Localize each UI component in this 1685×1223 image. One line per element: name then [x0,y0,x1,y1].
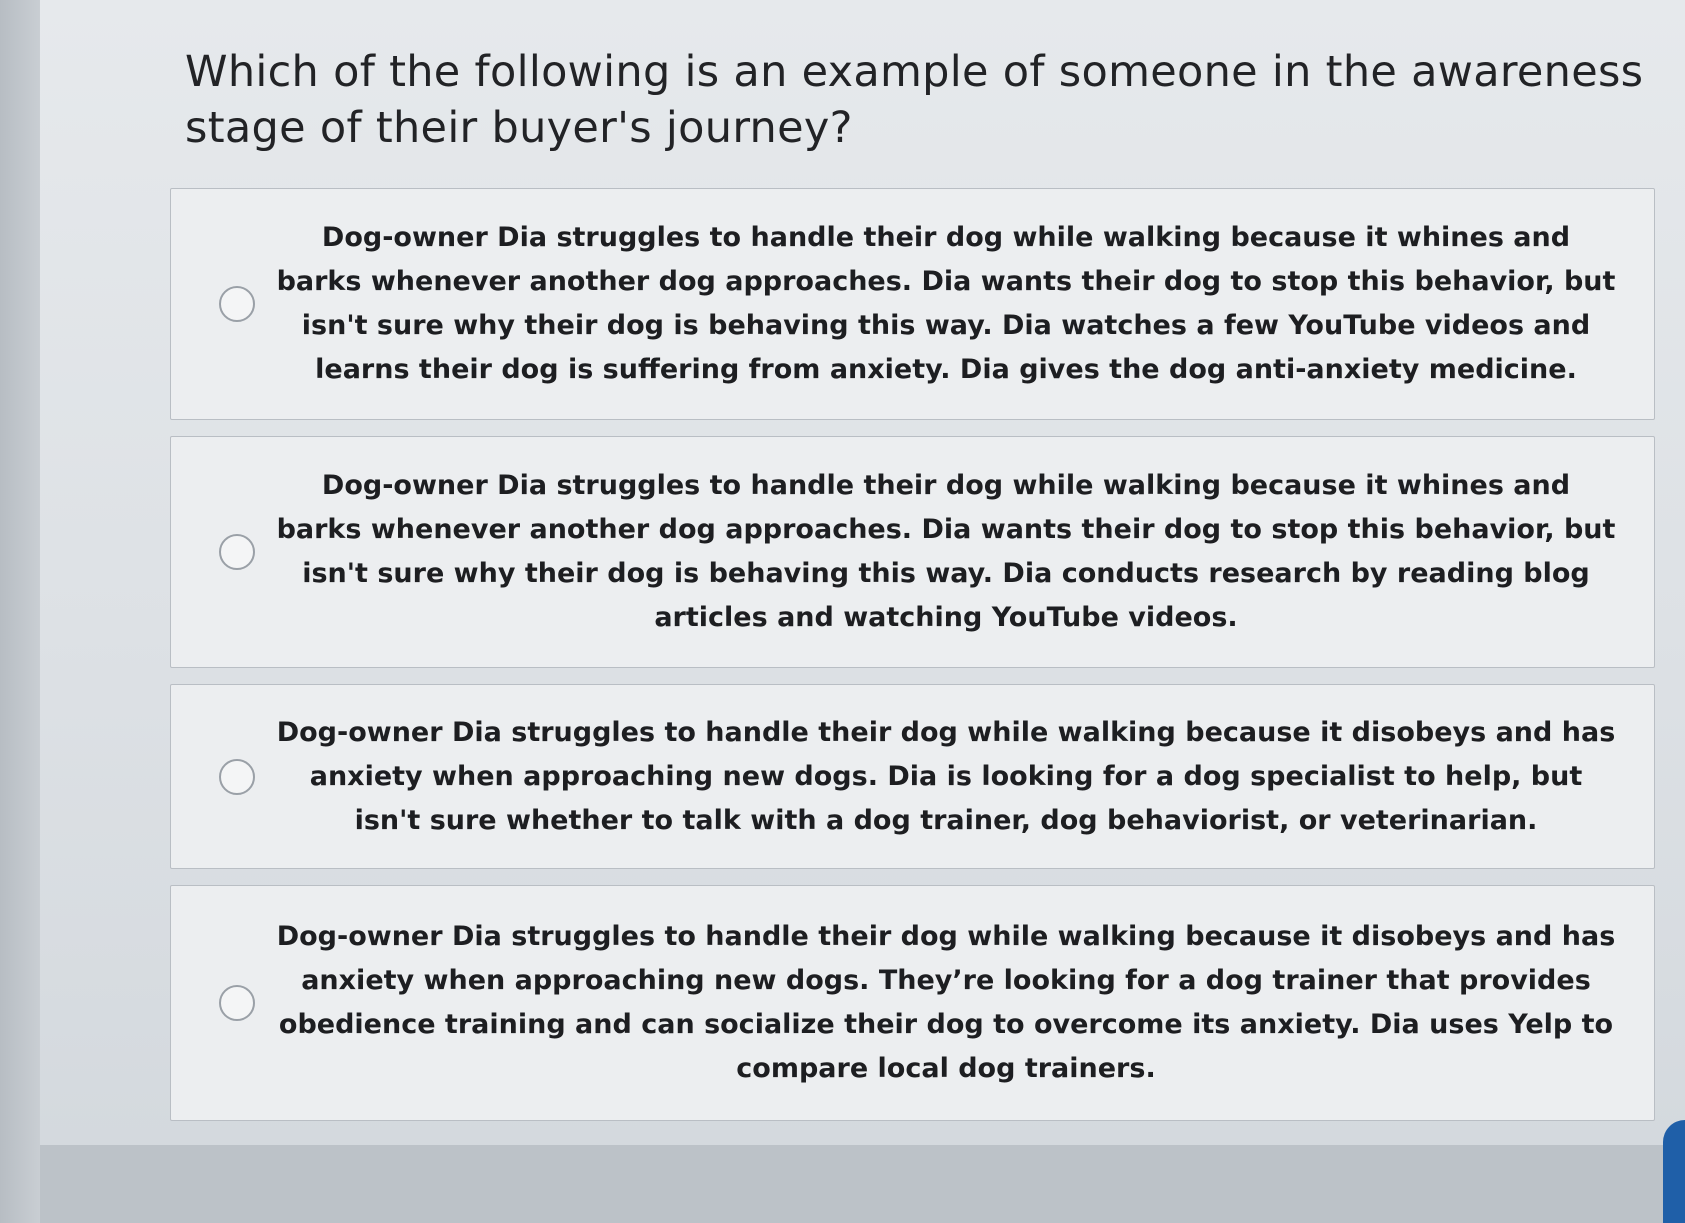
screen-edge [0,0,40,1223]
radio-button-icon[interactable] [219,286,255,322]
radio-button-icon[interactable] [219,985,255,1021]
radio-button-icon[interactable] [219,534,255,570]
question-text: Which of the following is an example of someone in the awareness stage of their buyer's journey? [185,47,1644,153]
answer-option-text: Dog-owner Dia struggles to handle their dog while walking because it disobeys and has anxiety when approaching new dogs. Dia is looking for a dog specialist to help, but isn't sure whether to talk with a dog trainer, dog behaviorist, or veterinarian. [276,716,1616,836]
answer-option-text: Dog-owner Dia struggles to handle their dog while walking because it whines and barks whenever another dog approaches. Dia wants their dog to stop this behavior, but isn't sure why their dog is behaving this way. Dia conducts research by reading blog articles and watching YouTube videos. [276,470,1616,633]
radio-button-icon[interactable] [219,759,255,795]
floating-action-edge[interactable] [1663,1120,1685,1223]
footer-bar [40,1145,1685,1223]
answer-option-2[interactable] [170,436,1655,668]
answer-option-1[interactable] [170,188,1655,420]
answer-option-text: Dog-owner Dia struggles to handle their dog while walking because it whines and barks whenever another dog approaches. Dia wants their dog to stop this behavior, but isn't sure why their dog is behaving this way. Dia watches a few YouTube videos and learns their dog is suffering from anxiety. Dia gives the dog anti-anxiety medicine. [276,222,1616,385]
answer-option-3[interactable] [170,684,1655,869]
quiz-page [40,0,1685,1145]
answer-option-text: Dog-owner Dia struggles to handle their dog while walking because it disobeys and has anxiety when approaching new dogs. They’re looking for a dog trainer that provides obedience training and can socialize their dog to overcome its anxiety. Dia uses Yelp to compare local dog trainers. [276,921,1616,1084]
answer-options [170,188,1655,1137]
answer-option-4[interactable] [170,885,1655,1121]
